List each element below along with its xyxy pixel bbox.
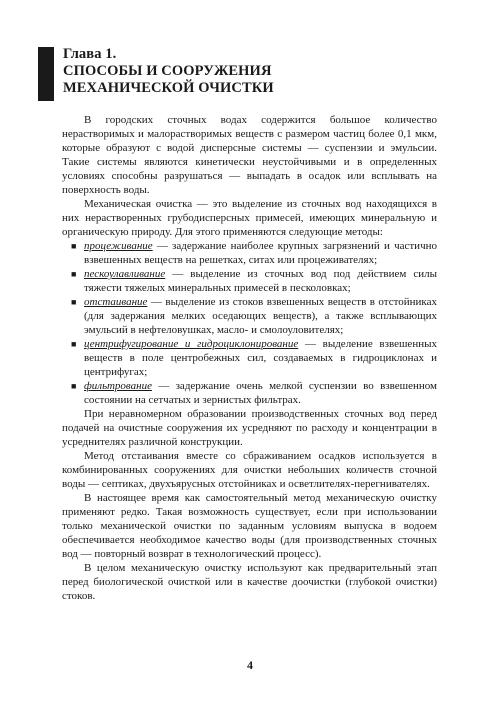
bullet-icon: ■ [71,381,77,391]
chapter-marker-bar [38,47,54,101]
method-description: — задержание наиболее крупных загрязнений и частично взвешенных веществ на решетках, ситах или процеживателях; [84,240,437,266]
chapter-title-line-2: МЕХАНИЧЕСКОЙ ОЧИСТКИ [63,80,274,96]
body-text [62,113,437,603]
paragraph-combined: Метод отстаивания вместе со сбраживанием осадков используется в комбинированных сооружениях для очистки небольших количеств сточной воды — септиках, двухъярусных отстойниках и осветлителях-перегнивателях. [62,450,437,490]
list-item [62,267,437,295]
method-description: — выделение взвешенных веществ в поле центробежных сил, создаваемых в гидроциклонах и центрифугах; [84,338,437,378]
list-item [62,379,437,407]
method-term: отстаивание [84,296,148,308]
bullet-icon: ■ [71,297,77,307]
page-number: 4 [247,658,253,672]
paragraph-definition: Механическая очистка — это выделение из сточных вод находящихся в них нерастворенных грубодисперсных примесей, имеющих минеральную и органическую природу. Для этого применяются следующие методы: [62,198,437,238]
bullet-icon: ■ [71,241,77,251]
bullet-icon: ■ [71,269,77,279]
paragraph-intro: В городских сточных водах содержится большое количество нерастворимых и малорастворимых веществ с размером частиц более 0,1 мкм, которые образуют с водой дисперсные системы — суспензии и эмульсии. Такие системы являются кинетически неустойчивыми и в определенных условиях способны разрушаться — выпадать в осадок или всплывать на поверхность воды. [62,114,437,196]
paragraph-averaging: При неравномерном образовании производственных сточных вод перед подачей на очистные сооружения их усредняют по расходу и концентрации в усреднителях различной конструкции. [62,408,437,448]
method-term: фильтрование [84,380,152,392]
list-item [62,337,437,379]
method-description: — задержание очень мелкой суспензии во взвешенном состоянии на сетчатых и зернистых фильтрах. [84,380,437,406]
paragraph-conclusion: В целом механическую очистку используют как предварительный этап перед биологической очисткой или в качестве доочистки (глубокой очистки) стоков. [62,562,437,602]
method-term: центрифугирование и гидроциклонирование [84,338,299,350]
methods-list [62,239,437,407]
method-description: — выделение из сточных вод под действием силы тяжести тяжелых минеральных примесей в песколовках; [84,268,437,294]
list-item [62,295,437,337]
method-term: процеживание [84,240,153,252]
chapter-heading [63,46,463,97]
chapter-label: Глава 1. [63,46,117,62]
method-description: — выделение из стоков взвешенных веществ в отстойниках (для задержания мелких оседающих веществ), а также всплывающих эмульсий в нефтеловушках, масло- и смолоуловителях; [84,296,437,336]
paragraph-standalone: В настоящее время как самостоятельный метод механическую очистку применяют редко. Такая возможность существует, если при использовании только механической очистки по заданным условиям выпуска в водоем обеспечивается необходимое качество воды (для производственных сточных вод — повторный возврат в технологический процесс). [62,492,437,560]
method-term: пескоулавливание [84,268,166,280]
bullet-icon: ■ [71,339,77,349]
chapter-title-line-1: СПОСОБЫ И СООРУЖЕНИЯ [63,63,272,79]
list-item [62,239,437,267]
